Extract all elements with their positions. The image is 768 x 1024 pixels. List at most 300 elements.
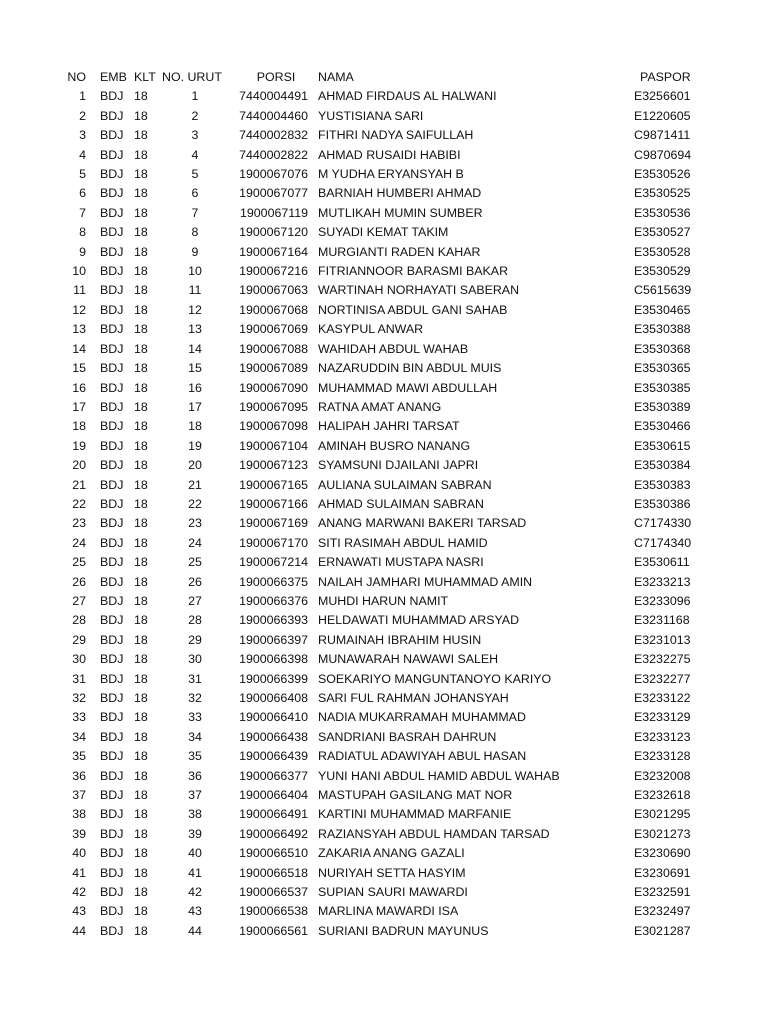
cell-paspor: E3530386 bbox=[634, 496, 691, 511]
table-row bbox=[0, 514, 768, 533]
cell-no-urut: 12 bbox=[188, 302, 202, 317]
cell-porsi: 1900067089 bbox=[239, 361, 308, 376]
cell-paspor: C7174340 bbox=[634, 535, 692, 550]
cell-no: 30 bbox=[72, 652, 86, 667]
cell-klt: 18 bbox=[134, 574, 148, 589]
cell-porsi: 1900067170 bbox=[239, 535, 308, 550]
cell-emb: BDJ bbox=[100, 225, 124, 240]
cell-no-urut: 17 bbox=[188, 399, 202, 414]
cell-paspor: E3232275 bbox=[634, 652, 691, 667]
cell-klt: 18 bbox=[134, 477, 148, 492]
cell-no: 38 bbox=[72, 807, 86, 822]
header-emb: EMB bbox=[100, 70, 127, 84]
cell-porsi: 7440002822 bbox=[239, 147, 308, 162]
cell-emb: BDJ bbox=[100, 380, 124, 395]
cell-klt: 18 bbox=[134, 361, 148, 376]
cell-paspor: E3230690 bbox=[634, 846, 691, 861]
cell-klt: 18 bbox=[134, 807, 148, 822]
cell-paspor: E3232591 bbox=[634, 885, 691, 900]
header-no-urut: NO. URUT bbox=[162, 70, 222, 84]
cell-no-urut: 41 bbox=[188, 865, 202, 880]
cell-no-urut: 11 bbox=[188, 283, 202, 298]
cell-no: 17 bbox=[72, 399, 86, 414]
cell-emb: BDJ bbox=[100, 516, 124, 531]
cell-emb: BDJ bbox=[100, 399, 124, 414]
cell-porsi: 1900067166 bbox=[239, 496, 308, 511]
cell-paspor: E3233123 bbox=[634, 729, 691, 744]
table-row bbox=[0, 573, 768, 592]
cell-paspor: E3256601 bbox=[634, 89, 691, 104]
cell-klt: 18 bbox=[134, 496, 148, 511]
cell-emb: BDJ bbox=[100, 749, 124, 764]
cell-nama: WAHIDAH ABDUL WAHAB bbox=[318, 341, 469, 356]
cell-paspor: E3021287 bbox=[634, 923, 691, 938]
table-row bbox=[0, 902, 768, 921]
cell-no: 27 bbox=[72, 593, 86, 608]
cell-paspor: E3232497 bbox=[634, 904, 691, 919]
cell-klt: 18 bbox=[134, 613, 148, 628]
cell-no: 7 bbox=[79, 205, 86, 220]
cell-porsi: 1900066376 bbox=[239, 593, 308, 608]
cell-emb: BDJ bbox=[100, 671, 124, 686]
cell-porsi: 1900067063 bbox=[239, 283, 308, 298]
cell-paspor: E3530611 bbox=[634, 555, 690, 570]
cell-no: 19 bbox=[72, 438, 86, 453]
cell-paspor: E3233129 bbox=[634, 710, 691, 725]
cell-emb: BDJ bbox=[100, 652, 124, 667]
cell-no-urut: 3 bbox=[191, 128, 199, 143]
cell-klt: 18 bbox=[134, 89, 148, 104]
table-row bbox=[0, 301, 768, 320]
cell-emb: BDJ bbox=[100, 341, 124, 356]
cell-no-urut: 43 bbox=[188, 904, 202, 919]
cell-paspor: C9870694 bbox=[634, 147, 692, 162]
cell-emb: BDJ bbox=[100, 205, 124, 220]
table-row bbox=[0, 456, 768, 475]
cell-no-urut: 16 bbox=[188, 380, 202, 395]
cell-emb: BDJ bbox=[100, 923, 124, 938]
cell-paspor: E3530466 bbox=[634, 419, 691, 434]
cell-no: 35 bbox=[72, 749, 86, 764]
cell-paspor: E3233128 bbox=[634, 749, 691, 764]
cell-klt: 18 bbox=[134, 885, 148, 900]
cell-no: 33 bbox=[72, 710, 86, 725]
cell-paspor: E3530365 bbox=[634, 361, 691, 376]
table-row bbox=[0, 146, 768, 165]
cell-no-urut: 9 bbox=[191, 244, 199, 259]
cell-nama: RADIATUL ADAWIYAH ABUL HASAN bbox=[318, 749, 527, 764]
cell-porsi: 1900067165 bbox=[239, 477, 308, 492]
cell-nama: RATNA AMAT ANANG bbox=[318, 399, 442, 414]
cell-nama: RUMAINAH IBRAHIM HUSIN bbox=[318, 632, 482, 647]
table-row bbox=[0, 747, 768, 766]
cell-klt: 18 bbox=[134, 108, 148, 123]
cell-paspor: E3530536 bbox=[634, 205, 691, 220]
table-row bbox=[0, 476, 768, 495]
cell-nama: HALIPAH JAHRI TARSAT bbox=[318, 419, 460, 434]
cell-no-urut: 39 bbox=[188, 826, 202, 841]
cell-klt: 18 bbox=[134, 147, 148, 162]
table-row bbox=[0, 437, 768, 456]
cell-no-urut: 23 bbox=[188, 516, 202, 531]
cell-porsi: 1900067164 bbox=[239, 244, 308, 259]
cell-no: 32 bbox=[72, 691, 86, 705]
cell-no-urut: 42 bbox=[188, 885, 202, 900]
cell-paspor: C5615639 bbox=[634, 283, 692, 298]
table-row bbox=[0, 825, 768, 844]
table-row bbox=[0, 631, 768, 650]
cell-nama: AHMAD RUSAIDI HABIBI bbox=[318, 147, 461, 162]
cell-porsi: 7440002832 bbox=[239, 128, 308, 143]
cell-nama: MARLINA MAWARDI ISA bbox=[318, 904, 459, 919]
cell-no: 8 bbox=[79, 225, 86, 240]
cell-klt: 18 bbox=[134, 225, 148, 240]
cell-no-urut: 6 bbox=[191, 186, 199, 201]
cell-porsi: 1900066538 bbox=[239, 904, 308, 919]
cell-porsi: 1900066398 bbox=[239, 652, 308, 667]
table-row bbox=[0, 320, 768, 339]
cell-no-urut: 38 bbox=[188, 807, 202, 822]
table-row bbox=[0, 728, 768, 747]
cell-klt: 18 bbox=[134, 128, 148, 143]
cell-nama: NURIYAH SETTA HASYIM bbox=[318, 865, 466, 880]
cell-klt: 18 bbox=[134, 865, 148, 880]
cell-nama: SYAMSUNI DJAILANI JAPRI bbox=[318, 458, 479, 473]
cell-porsi: 1900066491 bbox=[239, 807, 308, 822]
cell-no-urut: 8 bbox=[191, 225, 199, 240]
cell-emb: BDJ bbox=[100, 691, 124, 705]
table-body bbox=[0, 87, 768, 941]
cell-klt: 18 bbox=[134, 264, 148, 279]
cell-no: 42 bbox=[72, 885, 86, 900]
cell-no: 36 bbox=[72, 768, 86, 783]
cell-no-urut: 30 bbox=[188, 652, 202, 667]
cell-no: 3 bbox=[79, 128, 86, 143]
cell-emb: BDJ bbox=[100, 147, 124, 162]
cell-no: 39 bbox=[72, 826, 86, 841]
table-row bbox=[0, 767, 768, 786]
cell-emb: BDJ bbox=[100, 361, 124, 376]
cell-no-urut: 27 bbox=[188, 593, 202, 608]
cell-no: 24 bbox=[72, 535, 86, 550]
cell-paspor: E3530368 bbox=[634, 341, 691, 356]
cell-nama: HELDAWATI MUHAMMAD ARSYAD bbox=[318, 613, 520, 628]
cell-no-urut: 33 bbox=[188, 710, 202, 725]
cell-klt: 18 bbox=[134, 535, 148, 550]
cell-no: 23 bbox=[72, 516, 86, 531]
cell-no: 25 bbox=[72, 555, 86, 570]
cell-nama: YUNI HANI ABDUL HAMID ABDUL WAHAB bbox=[318, 768, 560, 783]
header-klt: KLT bbox=[134, 70, 156, 84]
cell-porsi: 1900066408 bbox=[239, 691, 308, 705]
cell-no: 14 bbox=[72, 341, 86, 356]
cell-emb: BDJ bbox=[100, 108, 124, 123]
cell-porsi: 1900067088 bbox=[239, 341, 308, 356]
cell-no: 22 bbox=[72, 496, 86, 511]
cell-paspor: E3232008 bbox=[634, 768, 691, 783]
table-row bbox=[0, 611, 768, 630]
cell-nama: AULIANA SULAIMAN SABRAN bbox=[318, 477, 492, 492]
header-no: NO bbox=[67, 70, 86, 84]
cell-nama: AHMAD SULAIMAN SABRAN bbox=[318, 496, 484, 511]
cell-emb: BDJ bbox=[100, 729, 124, 744]
cell-porsi: 1900066438 bbox=[239, 729, 308, 744]
table-header-row bbox=[0, 68, 768, 87]
cell-klt: 18 bbox=[134, 671, 148, 686]
cell-nama: MUNAWARAH NAWAWI SALEH bbox=[318, 652, 499, 667]
cell-emb: BDJ bbox=[100, 322, 124, 337]
cell-paspor: E3530389 bbox=[634, 399, 691, 414]
cell-no-urut: 1 bbox=[191, 89, 199, 104]
cell-porsi: 1900067216 bbox=[239, 264, 308, 279]
cell-emb: BDJ bbox=[100, 904, 124, 919]
cell-no-urut: 19 bbox=[188, 438, 202, 453]
cell-porsi: 1900066393 bbox=[239, 613, 308, 628]
cell-porsi: 1900067069 bbox=[239, 322, 308, 337]
cell-emb: BDJ bbox=[100, 593, 124, 608]
cell-nama: AMINAH BUSRO NANANG bbox=[318, 438, 471, 453]
cell-no: 34 bbox=[72, 729, 86, 744]
cell-no: 13 bbox=[72, 322, 86, 337]
table-row bbox=[0, 204, 768, 223]
cell-nama: AHMAD FIRDAUS AL HALWANI bbox=[318, 89, 497, 104]
cell-paspor: E3233213 bbox=[634, 574, 691, 589]
cell-nama: MUTLIKAH MUMIN SUMBER bbox=[318, 205, 483, 220]
cell-no: 29 bbox=[72, 632, 86, 647]
cell-emb: BDJ bbox=[100, 555, 124, 570]
cell-no-urut: 13 bbox=[188, 322, 202, 337]
cell-klt: 18 bbox=[134, 555, 148, 570]
cell-porsi: 1900066492 bbox=[239, 826, 308, 841]
cell-paspor: E3233122 bbox=[634, 691, 691, 705]
cell-porsi: 1900067119 bbox=[240, 205, 308, 220]
table-row bbox=[0, 126, 768, 145]
table-row bbox=[0, 165, 768, 184]
cell-nama: SOEKARIYO MANGUNTANOYO KARIYO bbox=[318, 671, 552, 686]
cell-porsi: 1900067068 bbox=[239, 302, 308, 317]
cell-no: 12 bbox=[72, 302, 86, 317]
cell-nama: NORTINISA ABDUL GANI SAHAB bbox=[318, 302, 508, 317]
cell-klt: 18 bbox=[134, 302, 148, 317]
table-row bbox=[0, 281, 768, 300]
cell-nama: MURGIANTI RADEN KAHAR bbox=[318, 244, 481, 259]
cell-no-urut: 26 bbox=[188, 574, 202, 589]
cell-no: 18 bbox=[72, 419, 86, 434]
cell-nama: ANANG MARWANI BAKERI TARSAD bbox=[318, 516, 527, 531]
cell-paspor: E3530525 bbox=[634, 186, 691, 201]
cell-paspor: E3530529 bbox=[634, 264, 691, 279]
cell-no: 6 bbox=[79, 186, 86, 201]
cell-no: 37 bbox=[72, 788, 86, 803]
cell-emb: BDJ bbox=[100, 244, 124, 259]
cell-paspor: C9871411 bbox=[634, 128, 691, 143]
cell-porsi: 7440004491 bbox=[239, 89, 308, 104]
table-row bbox=[0, 650, 768, 669]
cell-emb: BDJ bbox=[100, 788, 124, 803]
cell-no-urut: 24 bbox=[188, 535, 202, 550]
cell-klt: 18 bbox=[134, 167, 148, 182]
cell-paspor: E3231013 bbox=[634, 632, 691, 647]
table-row bbox=[0, 922, 768, 941]
table-row bbox=[0, 379, 768, 398]
cell-no-urut: 36 bbox=[188, 768, 202, 783]
cell-nama: NADIA MUKARRAMAH MUHAMMAD bbox=[318, 710, 526, 725]
cell-nama: NAILAH JAMHARI MUHAMMAD AMIN bbox=[318, 574, 533, 589]
cell-klt: 18 bbox=[134, 768, 148, 783]
cell-no-urut: 32 bbox=[188, 691, 202, 705]
cell-nama: FITRIANNOOR BARASMI BAKAR bbox=[318, 264, 509, 279]
table-row bbox=[0, 864, 768, 883]
cell-no-urut: 31 bbox=[188, 671, 202, 686]
cell-klt: 18 bbox=[134, 632, 148, 647]
cell-klt: 18 bbox=[134, 399, 148, 414]
cell-klt: 18 bbox=[134, 419, 148, 434]
table-row bbox=[0, 184, 768, 203]
cell-paspor: E3530388 bbox=[634, 322, 691, 337]
cell-klt: 18 bbox=[134, 904, 148, 919]
cell-emb: BDJ bbox=[100, 438, 124, 453]
cell-porsi: 1900066439 bbox=[239, 749, 308, 764]
cell-nama: M YUDHA ERYANSYAH B bbox=[318, 167, 464, 182]
cell-paspor: E3530385 bbox=[634, 380, 691, 395]
header-porsi: PORSI bbox=[256, 70, 296, 84]
cell-klt: 18 bbox=[134, 438, 148, 453]
cell-no-urut: 29 bbox=[188, 632, 202, 647]
cell-no: 15 bbox=[72, 361, 86, 376]
cell-no-urut: 22 bbox=[188, 496, 202, 511]
cell-nama: KASYPUL ANWAR bbox=[318, 322, 424, 337]
cell-porsi: 1900067123 bbox=[239, 458, 308, 473]
cell-no-urut: 14 bbox=[188, 341, 202, 356]
cell-klt: 18 bbox=[134, 186, 148, 201]
cell-klt: 18 bbox=[134, 380, 148, 395]
cell-no: 5 bbox=[79, 167, 86, 182]
cell-no-urut: 35 bbox=[188, 749, 202, 764]
cell-emb: BDJ bbox=[100, 632, 124, 647]
cell-porsi: 1900066397 bbox=[239, 632, 308, 647]
cell-emb: BDJ bbox=[100, 264, 124, 279]
cell-no: 20 bbox=[72, 458, 86, 473]
table-row bbox=[0, 262, 768, 281]
cell-klt: 18 bbox=[134, 923, 148, 938]
cell-klt: 18 bbox=[134, 244, 148, 259]
cell-no-urut: 40 bbox=[188, 846, 202, 861]
cell-paspor: E3530383 bbox=[634, 477, 691, 492]
cell-paspor: E3530615 bbox=[634, 438, 691, 453]
cell-no-urut: 44 bbox=[188, 923, 202, 938]
passenger-list-sheet bbox=[0, 68, 768, 941]
cell-porsi: 7440004460 bbox=[239, 108, 308, 123]
cell-no: 44 bbox=[72, 923, 86, 938]
cell-porsi: 1900066537 bbox=[239, 885, 308, 900]
cell-paspor: E3530384 bbox=[634, 458, 691, 473]
table-row bbox=[0, 883, 768, 902]
cell-emb: BDJ bbox=[100, 846, 124, 861]
cell-klt: 18 bbox=[134, 322, 148, 337]
table-row bbox=[0, 417, 768, 436]
table-row bbox=[0, 689, 768, 708]
cell-klt: 18 bbox=[134, 826, 148, 841]
cell-klt: 18 bbox=[134, 788, 148, 803]
cell-nama: SURIANI BADRUN MAYUNUS bbox=[318, 923, 489, 938]
cell-klt: 18 bbox=[134, 846, 148, 861]
cell-porsi: 1900066561 bbox=[239, 923, 308, 938]
cell-nama: SANDRIANI BASRAH DAHRUN bbox=[318, 729, 497, 744]
cell-no-urut: 21 bbox=[188, 477, 202, 492]
cell-no: 21 bbox=[72, 477, 86, 492]
table-row bbox=[0, 495, 768, 514]
cell-emb: BDJ bbox=[100, 477, 124, 492]
cell-no-urut: 2 bbox=[191, 108, 199, 123]
cell-no: 16 bbox=[72, 380, 86, 395]
cell-emb: BDJ bbox=[100, 167, 124, 182]
cell-paspor: E3232618 bbox=[634, 788, 691, 803]
cell-no: 2 bbox=[79, 108, 86, 123]
cell-porsi: 1900067169 bbox=[239, 516, 308, 531]
cell-no-urut: 10 bbox=[188, 264, 202, 279]
cell-emb: BDJ bbox=[100, 535, 124, 550]
cell-nama: MUHDI HARUN NAMIT bbox=[318, 593, 449, 608]
cell-nama: KARTINI MUHAMMAD MARFANIE bbox=[318, 807, 512, 822]
table-row bbox=[0, 398, 768, 417]
cell-paspor: C7174330 bbox=[634, 516, 692, 531]
table-row bbox=[0, 243, 768, 262]
cell-no: 41 bbox=[72, 865, 86, 880]
table-row bbox=[0, 786, 768, 805]
cell-paspor: E3530527 bbox=[634, 225, 691, 240]
cell-paspor: E1220605 bbox=[634, 108, 691, 123]
table-row bbox=[0, 340, 768, 359]
cell-nama: RAZIANSYAH ABDUL HAMDAN TARSAD bbox=[318, 826, 550, 841]
cell-klt: 18 bbox=[134, 729, 148, 744]
cell-emb: BDJ bbox=[100, 885, 124, 900]
table-row bbox=[0, 670, 768, 689]
cell-paspor: E3530526 bbox=[634, 167, 691, 182]
cell-emb: BDJ bbox=[100, 283, 124, 298]
cell-no-urut: 4 bbox=[191, 147, 199, 162]
cell-porsi: 1900067120 bbox=[239, 225, 308, 240]
cell-no: 1 bbox=[79, 89, 86, 104]
cell-emb: BDJ bbox=[100, 128, 124, 143]
cell-porsi: 1900066404 bbox=[239, 788, 308, 803]
cell-porsi: 1900067104 bbox=[239, 438, 308, 453]
passenger-table bbox=[0, 68, 768, 941]
cell-no: 4 bbox=[79, 147, 86, 162]
cell-porsi: 1900067077 bbox=[239, 186, 308, 201]
cell-porsi: 1900066375 bbox=[239, 574, 308, 589]
cell-emb: BDJ bbox=[100, 302, 124, 317]
cell-paspor: E3021273 bbox=[634, 826, 691, 841]
cell-klt: 18 bbox=[134, 341, 148, 356]
cell-paspor: E3231168 bbox=[634, 613, 690, 628]
cell-emb: BDJ bbox=[100, 826, 124, 841]
cell-no: 9 bbox=[79, 244, 86, 259]
cell-nama: YUSTISIANA SARI bbox=[318, 108, 424, 123]
cell-nama: SUPIAN SAURI MAWARDI bbox=[318, 885, 468, 900]
cell-no-urut: 25 bbox=[188, 555, 202, 570]
cell-emb: BDJ bbox=[100, 186, 124, 201]
cell-klt: 18 bbox=[134, 516, 148, 531]
cell-no-urut: 7 bbox=[191, 205, 199, 220]
cell-paspor: E3021295 bbox=[634, 807, 691, 822]
cell-emb: BDJ bbox=[100, 89, 124, 104]
table-row bbox=[0, 223, 768, 242]
table-row bbox=[0, 805, 768, 824]
cell-no-urut: 28 bbox=[188, 613, 202, 628]
cell-no-urut: 37 bbox=[188, 788, 202, 803]
cell-nama: BARNIAH HUMBERI AHMAD bbox=[318, 186, 482, 201]
cell-no-urut: 18 bbox=[188, 419, 202, 434]
